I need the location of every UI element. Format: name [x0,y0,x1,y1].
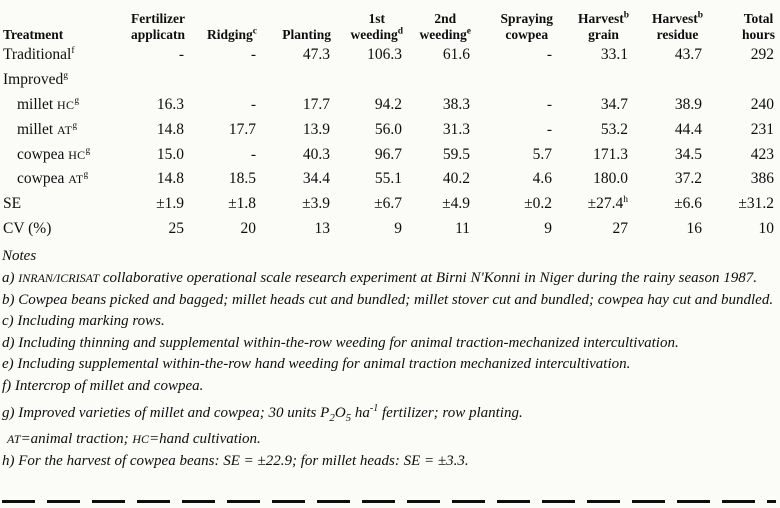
treatment-label: cowpea $HC^g$ [17,145,91,163]
table-cell: ±3.9 [302,195,330,213]
table-cell: 17.7 [302,95,330,113]
table-cell [260,68,334,93]
table-cell: - [250,95,256,113]
small-caps-text: AT [7,432,21,447]
table-cell: 423 [750,145,774,163]
header-treatment: Treatment [3,27,64,42]
table-cell: 16 [686,219,702,237]
note-g-abbreviations: AT=animal traction; HC=hand cultivation. [7,431,261,448]
row-improved [2,68,778,93]
table-cell: - [250,145,256,163]
table-cell [706,68,778,93]
header-spraying-cowpea: Spraying cowpea [500,11,553,42]
table-cell: 94.2 [374,95,402,113]
row-cowpea-hc [2,142,778,167]
table-cell: ±0.2 [524,195,552,213]
table-cell: ±1.8 [228,195,256,213]
treatment-label: cowpea $AT^g$ [17,170,89,188]
table-cell: 56.0 [374,120,402,138]
header-harvest-residue: Harvest$^b$ residue [651,10,703,42]
table-cell: 18.5 [228,170,256,188]
table-cell: 231 [750,120,774,138]
table-cell: - [250,46,256,64]
row-cowpea-at [2,167,778,192]
row-cv [2,217,778,242]
table-cell: ±4.9 [442,195,470,213]
treatment-label: Traditional$^f$ [3,46,75,64]
table-cell: 13.9 [302,120,330,138]
table-cell: 43.7 [674,46,702,64]
table-cell: 59.5 [442,145,470,163]
header-planting: Planting [282,27,331,42]
table-cell: 61.6 [442,46,470,64]
bottom-dashed-rule [2,500,776,503]
table-cell: 14.8 [156,170,184,188]
table-cell: 4.6 [532,170,552,188]
table-cell: 40.3 [302,145,330,163]
table-cell: 47.3 [302,46,330,64]
table-cell: 34.7 [600,95,628,113]
header-fertilizer-application: Fertilizer applicatn [130,11,185,42]
treatment-label: millet $HC^g$ [17,95,80,113]
table-cell: ±27.4$^h$ [587,195,628,213]
header-2nd-weeding: 2nd weeding$^e$ [419,11,471,42]
table-cell: 38.9 [674,95,702,113]
treatment-label: millet $AT^g$ [17,120,78,138]
notes-section [2,246,778,472]
note-h: h) For the harvest of cowpea beans: SE = ±22.9; for millet heads: SE = ±3.3. [2,452,469,469]
table-cell: 33.1 [600,46,628,64]
note-b: b) Cowpea beans picked and bagged; millet heads cut and bundled; millet stover cut and bundled; cowpea hay cut and bundled. [2,291,774,308]
table-cell: 16.3 [156,95,184,113]
table-cell: ±31.2 [738,195,774,213]
table-cell: 40.2 [442,170,470,188]
header-1st-weeding: 1st weeding$^d$ [350,11,403,42]
table-cell: - [178,46,184,64]
row-millet-hc [2,93,778,118]
table-cell [556,68,632,93]
table-cell: 15.0 [156,145,184,163]
table-cell: ±1.9 [156,195,184,213]
table-cell: 20 [240,219,256,237]
row-se [2,192,778,217]
table-cell: 292 [750,46,774,64]
table-cell: 53.2 [600,120,628,138]
table-cell [474,68,556,93]
table-cell: ±6.6 [674,195,702,213]
table-cell: 44.4 [674,120,702,138]
table-cell: 27 [612,219,628,237]
table-cell [406,68,474,93]
table-cell [334,68,406,93]
table-cell: 14.8 [156,120,184,138]
table-cell: 38.3 [442,95,470,113]
table-cell: 10 [758,219,774,237]
table-cell [188,68,260,93]
small-caps-text: INRAN/ICRISAT [18,270,100,285]
table-cell: - [546,95,552,113]
table-cell: 386 [750,170,774,188]
table-cell: 17.7 [228,120,256,138]
small-caps-text: HC [132,432,150,447]
table-cell: - [546,120,552,138]
table-cell: - [546,46,552,64]
labor-hours-table [2,3,778,241]
table-cell: 9 [394,219,402,237]
treatment-label: CV (%) [3,219,52,237]
table-cell: 5.7 [532,145,552,163]
table-cell [632,68,706,93]
table-cell: 171.3 [593,145,628,163]
table-cell: 106.3 [367,46,402,64]
table-cell: 34.4 [302,170,330,188]
table-cell: 180.0 [593,170,628,188]
table-cell: 11 [455,219,470,237]
note-f: f) Intercrop of millet and cowpea. [2,377,204,394]
table-cell: 31.3 [442,120,470,138]
header-ridging: Ridging$^c$ [207,26,257,42]
note-a: a) INRAN/ICRISAT collaborative operational scale research experiment at Birni N'Konni in Niger during the rainy season 1987. [2,269,757,286]
treatment-label: Improved$^g$ [3,71,69,89]
note-e: e) Including supplemental within-the-row hand weeding for animal traction mechanized intercultivation. [2,356,631,373]
note-c: c) Including marking rows. [2,313,165,330]
table-cell: 96.7 [374,145,402,163]
table-cell [114,68,188,93]
table-cell: 9 [544,219,552,237]
header-total-hours: Total hours [741,11,775,42]
table-cell: 240 [750,95,774,113]
row-traditional [2,43,778,68]
note-d: d) Including thinning and supplemental within-the-row weeding for animal traction-mechanized intercultivation. [2,334,679,351]
treatment-label: SE [3,195,22,213]
note-g: g) Improved varieties of millet and cowpea; 30 units $P_2O_5$ $ha^{-1}$ fertilizer; row planting. [2,402,523,424]
table-header-row [2,3,778,43]
table-cell: 37.2 [674,170,702,188]
row-millet-at [2,117,778,142]
table-cell: 34.5 [674,145,702,163]
table-cell: ±6.7 [374,195,402,213]
table-cell: 13 [314,219,330,237]
table-cell: 25 [168,219,184,237]
header-harvest-grain: Harvest$^b$ grain [577,10,629,42]
table-cell: 55.1 [374,170,402,188]
notes-title: Notes [2,248,37,265]
